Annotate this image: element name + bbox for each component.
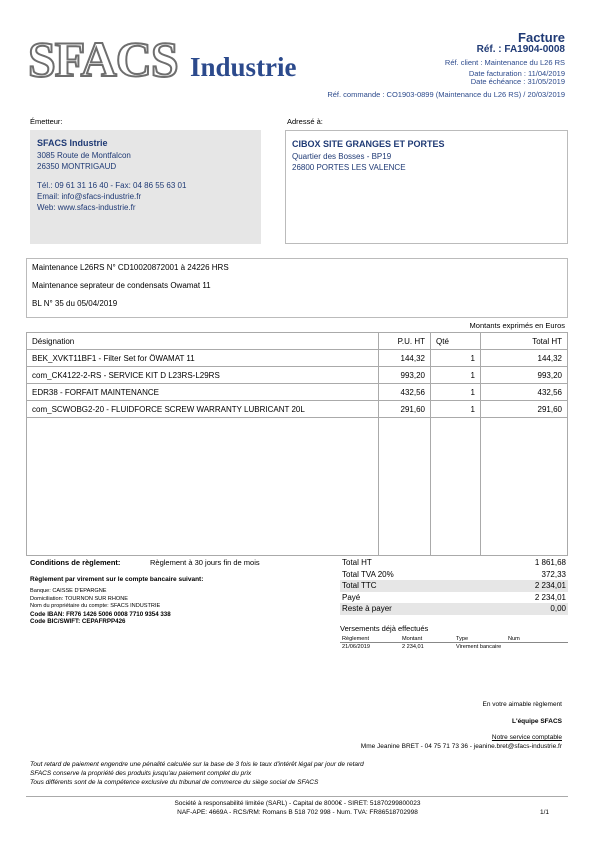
total-value: 1 861,68 [534,558,566,568]
item-designation: com_SCWOBG2-20 - FLUIDFORCE SCREW WARRANTY LUBRICANT 20L [27,401,379,418]
table-row [27,350,568,367]
total-value: 2 234,01 [534,592,566,602]
header-type: Type [454,635,506,643]
client-reference: Réf. client : Maintenance du L26 RS [444,58,565,67]
document-title: Facture [518,30,565,45]
memo-line1: Maintenance L26RS N° CD10020872001 à 24226 HRS [32,263,229,272]
item-designation: EDR38 - FORFAIT MAINTENANCE [27,384,379,401]
payment-amount: 2 234,01 [402,643,424,650]
total-label: Total TVA 20% [342,569,394,579]
currency-note: Montants exprimés en Euros [469,321,565,330]
bank-name: Banque: CAISSE D'EPARGNE [30,588,107,594]
table-filler-row [27,418,568,556]
header-num: Num [506,635,568,643]
total-label: Total TTC [340,580,480,592]
emitter-box [30,130,261,244]
invoice-date: Date facturation : 11/04/2019 [468,69,565,78]
payments-table [340,635,568,650]
closing-contact: Mme Jeanine BRET - 04 75 71 73 36 - jeanine.bret@sfacs-industrie.fr [360,743,562,750]
header-montant: Montant [400,635,454,643]
memo-line3: BL N° 35 du 05/04/2019 [32,299,118,308]
emitter-phone: Tél.: 09 61 31 16 40 - Fax: 04 86 55 63 01 [37,181,187,190]
company-logo [28,31,318,90]
bank-details [30,588,171,626]
due-date: Date échéance : 31/05/2019 [470,77,565,86]
total-label: Payé [342,592,361,602]
table-row [340,643,568,651]
total-ht-row [340,557,568,569]
remaining-row [340,603,568,615]
iban: Code IBAN: FR76 1426 5006 0008 7710 9354 338 [30,610,171,618]
payment-conditions-label: Conditions de règlement: [30,558,121,567]
totals-table [340,557,568,615]
emitter-email: Email: info@sfacs-industrie.fr [37,192,142,201]
total-value: 2 234,01 [480,580,568,592]
payments-made-title: Versements déjà effectués [340,624,429,633]
items-table-header [27,333,568,350]
payment-num [506,643,568,651]
item-unit-price: 432,56 [379,384,431,401]
payment-date: 21/06/2019 [342,643,370,650]
recipient-box [285,130,568,244]
payment-type: Virement bancaire [456,643,502,650]
header-quantity: Qté [431,333,481,350]
item-quantity: 1 [431,401,481,418]
emitter-label: Émetteur: [30,117,63,126]
emitter-name: SFACS Industrie [37,138,108,148]
recipient-name: CIBOX SITE GRANGES ET PORTES [292,139,445,149]
bank-domiciliation: Domiciliation: TOURNON SUR RHONE [30,595,129,602]
bic: Code BIC/SWIFT: CEPAFRPP426 [30,618,126,625]
invoice-reference: Réf. : FA1904-0008 [476,44,565,55]
total-ttc-row [340,580,568,592]
table-row [27,384,568,401]
footer-registration-info: NAF-APE: 4669A - RCS/RM: Romans B 518 702 998 - Num. TVA: FR86518702998 [177,809,418,816]
total-tva-row [340,569,568,581]
table-row [27,367,568,384]
legal-notice [30,760,364,787]
footer-company-info: Société à responsabilité limitée (SARL) - Capital de 8000€ - SIRET: 51870299800023 [174,800,421,807]
memo-line2: Maintenance seprateur de condensats Owamat 11 [32,281,211,290]
header-designation: Désignation [27,333,379,350]
payment-conditions-text: Règlement à 30 jours fin de mois [150,558,260,567]
closing-greeting: En votre aimable règlement [482,701,562,708]
header-unit-price: P.U. HT [379,333,431,350]
recipient-address-line2: 26800 PORTES LES VALENCE [292,163,406,172]
item-unit-price: 993,20 [379,367,431,384]
header-reglement: Règlement [340,635,400,643]
page-number: 1/1 [539,809,549,816]
paid-row [340,592,568,604]
total-value: 0,00 [480,603,568,615]
payments-table-header [340,635,568,643]
bank-transfer-title: Règlement par virement sur le compte bancaire suivant: [30,576,204,583]
legal-line3: Tous différents sont de la compétence exclusive du tribunal de commerce du siège social de SFACS [30,779,319,786]
total-value: 372,33 [541,569,566,579]
footer-divider [26,796,568,797]
total-label: Total HT [342,558,372,568]
closing-service: Notre service comptable [491,734,562,741]
item-unit-price: 144,32 [379,350,431,367]
table-row [27,401,568,418]
order-reference: Réf. commande : CO1903-0899 (Maintenance du L26 RS) / 20/03/2019 [327,90,565,99]
item-total: 993,20 [481,367,568,384]
emitter-address-line2: 26350 MONTRIGAUD [37,162,117,171]
memo-box [26,258,568,318]
item-quantity: 1 [431,384,481,401]
recipient-label: Adressé à: [287,117,323,126]
item-unit-price: 291,60 [379,401,431,418]
logo-suffix-text: Industrie [190,52,297,82]
item-designation: BEK_XVKT11BF1 - Filter Set for ÖWAMAT 11 [27,350,379,367]
item-quantity: 1 [431,367,481,384]
closing-team: L'équipe SFACS [512,718,562,725]
item-designation: com_CK4122-2-RS - SERVICE KIT D L23RS-L29RS [27,367,379,384]
item-quantity: 1 [431,350,481,367]
emitter-website: Web: www.sfacs-industrie.fr [37,203,136,212]
emitter-address-line1: 3085 Route de Montfalcon [37,151,131,160]
total-label: Reste à payer [340,603,480,615]
logo-brand-text: SFACS [28,31,178,87]
item-total: 432,56 [481,384,568,401]
header-total: Total HT [481,333,568,350]
items-table [26,332,568,556]
recipient-address-line1: Quartier des Bosses - BP19 [292,152,392,161]
legal-line2: SFACS conserve la propriété des produits jusqu'au paiement complet du prix [30,770,252,777]
legal-line1: Tout retard de paiement engendre une pénalité calculée sur la base de 3 fois le taux d'intérêt légal par jour de retard [30,761,364,768]
item-total: 291,60 [481,401,568,418]
item-total: 144,32 [481,350,568,367]
account-owner: Nom du propriétaire du compte: SFACS INDUSTRIE [30,603,161,609]
